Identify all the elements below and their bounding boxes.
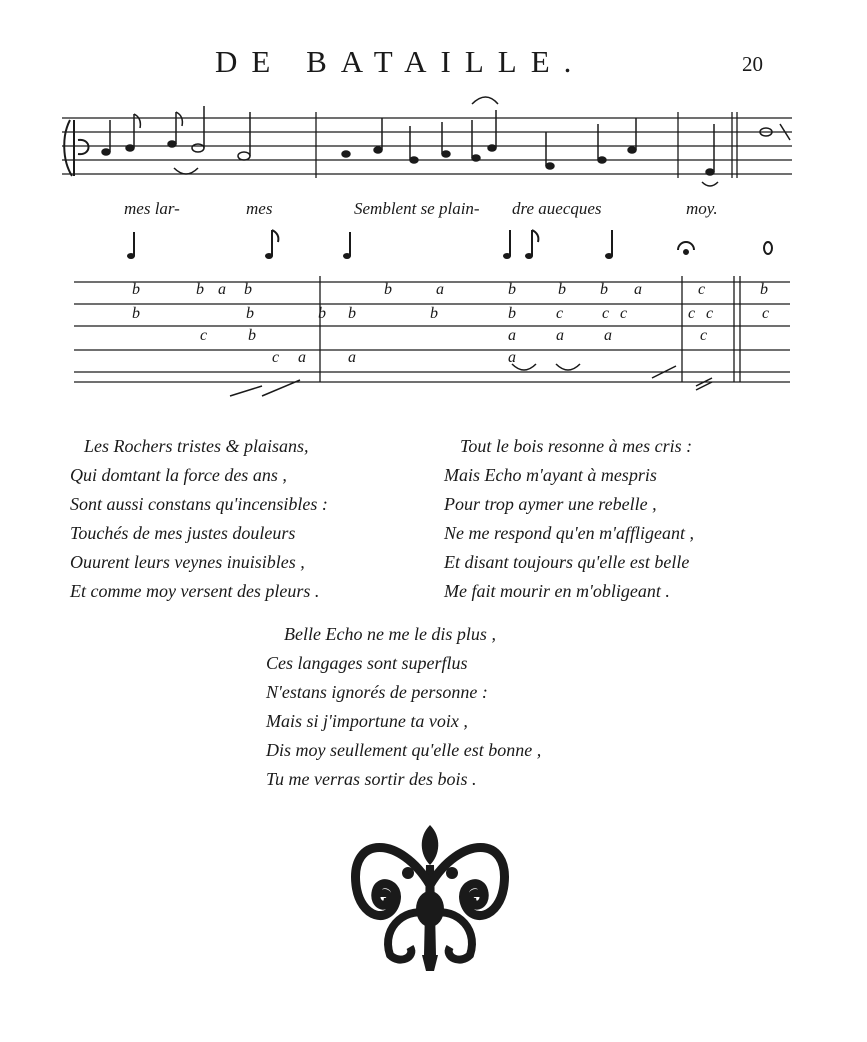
verse-line: Sont aussi constans qu'incensibles : — [70, 494, 328, 514]
lyric-syllable: moy. — [686, 199, 718, 218]
verse-line: Et disant toujours qu'elle est belle — [444, 552, 690, 572]
tablature-letter: c — [272, 349, 280, 366]
tablature-letter: c — [200, 327, 208, 344]
tablature-letter: b — [760, 281, 768, 298]
verse-line: Touchés de mes justes douleurs — [70, 523, 296, 543]
tablature-letter: b — [132, 281, 140, 298]
tablature-letter: b — [132, 305, 140, 322]
tablature-letter: b — [248, 327, 256, 344]
tablature-letter: b — [430, 305, 438, 322]
tablature-letter: c — [700, 327, 708, 344]
lyric-syllable: Semblent se plain- — [354, 199, 480, 218]
tablature-letter: a — [298, 349, 306, 366]
verse-line: Tu me verras sortir des bois . — [266, 769, 477, 789]
tablature-letter: b — [246, 305, 254, 322]
verse-line: Me fait mourir en m'obligeant . — [444, 581, 670, 601]
tablature-letter: c — [706, 305, 714, 322]
lyric-syllable: mes lar- — [124, 199, 180, 218]
tablature-letter: b — [196, 281, 204, 298]
page-number: 20 — [742, 52, 763, 76]
tablature-letter: c — [762, 305, 770, 322]
verse-line: Tout le bois resonne à mes cris : — [460, 436, 693, 456]
tablature-letter: b — [348, 305, 356, 322]
tablature-letter: c — [556, 305, 564, 322]
verse-line: Mais si j'importune ta voix , — [266, 711, 468, 731]
tablature-letter: a — [604, 327, 612, 344]
tablature-letter: b — [318, 305, 326, 322]
verse-line: Ne me respond qu'en m'affligeant , — [444, 523, 694, 543]
lyric-syllable: dre auecques — [512, 199, 602, 218]
tablature-letter: a — [634, 281, 642, 298]
verse-line: Belle Echo ne me le dis plus , — [284, 624, 496, 644]
tablature-letter: b — [508, 281, 516, 298]
running-title: DE BATAILLE. — [215, 44, 586, 79]
lyric-syllable: mes — [246, 199, 273, 218]
tablature-letter: c — [602, 305, 610, 322]
tablature-letter: c — [698, 281, 706, 298]
tablature-letter: c — [620, 305, 628, 322]
tablature-letter: a — [436, 281, 444, 298]
tablature-letter: a — [508, 327, 516, 344]
tablature-letter: a — [508, 349, 516, 366]
tablature-letter: b — [558, 281, 566, 298]
tablature-letter: a — [218, 281, 226, 298]
tablature-letter: b — [508, 305, 516, 322]
tablature-letter: b — [244, 281, 252, 298]
tablature-letter: a — [348, 349, 356, 366]
tablature-letter: a — [556, 327, 564, 344]
verse-line: Pour trop aymer une rebelle , — [444, 494, 657, 514]
tablature-letter: b — [600, 281, 608, 298]
verse-line: Ouurent leurs veynes inuisibles , — [70, 552, 305, 572]
verse-line: Les Rochers tristes & plaisans, — [84, 436, 309, 456]
verse-line: Qui domtant la force des ans , — [70, 465, 287, 485]
tablature-letter: c — [688, 305, 696, 322]
verse-line: Mais Echo m'ayant à mespris — [444, 465, 657, 485]
verse-line: Et comme moy versent des pleurs . — [70, 581, 320, 601]
verse-line: N'estans ignorés de personne : — [266, 682, 488, 702]
verse-line: Ces langages sont superflus — [266, 653, 468, 673]
verse-line: Dis moy seullement qu'elle est bonne , — [266, 740, 542, 760]
tablature-letter: b — [384, 281, 392, 298]
